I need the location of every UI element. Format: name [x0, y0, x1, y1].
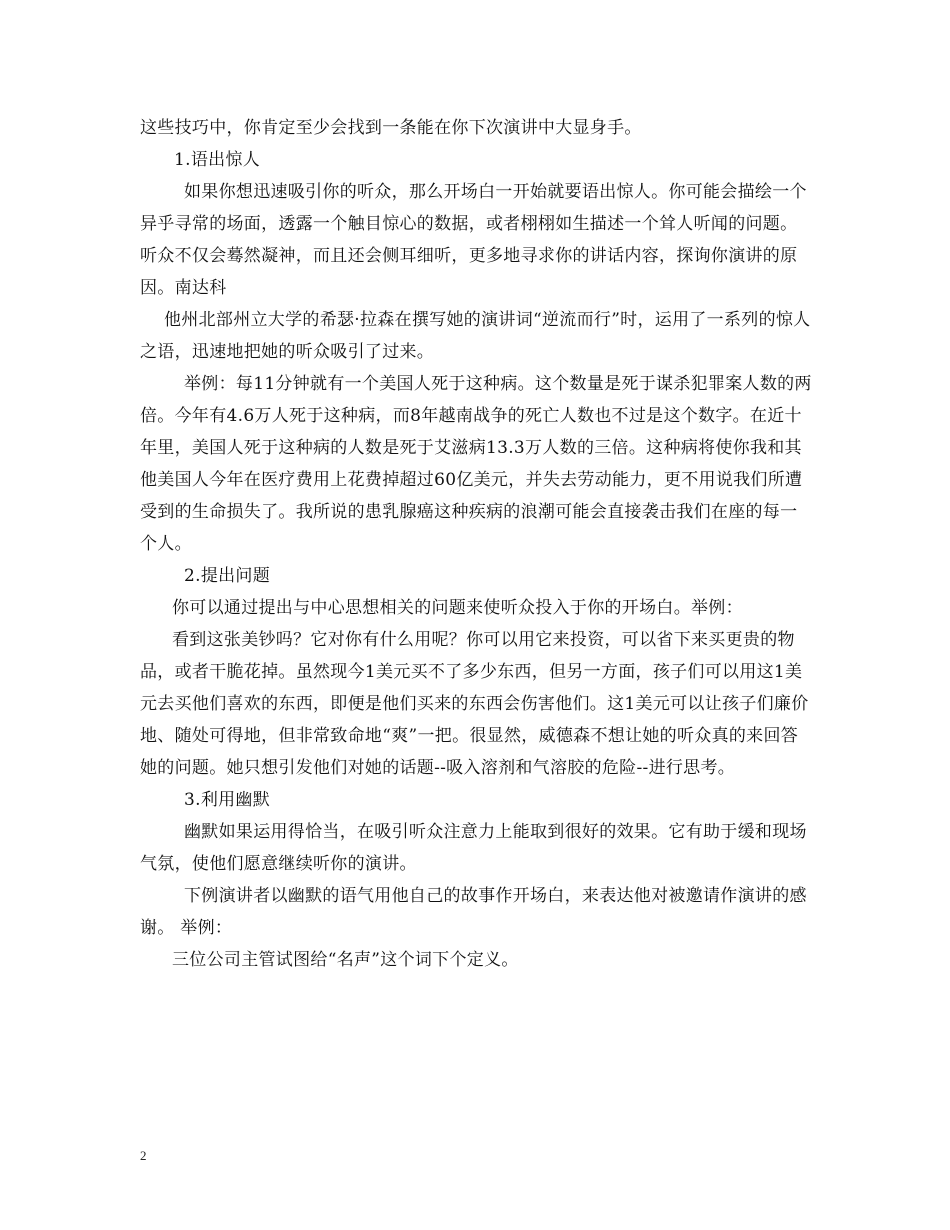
heading-ask-questions: 2.提出问题	[184, 566, 271, 586]
paragraph-humor-example-intro: 下例演讲者以幽默的语气用他自己的故事作开场白，来表达他对被邀请作演讲的感谢。 举例：	[140, 886, 807, 938]
paragraph-use-humor: 幽默如果运用得恰当，在吸引听众注意力上能取到很好的效果。它有助于缓和现场气氛，使他们愿意继续听你的演讲。	[140, 822, 807, 874]
paragraph-fame-definition: 三位公司主管试图给“名声”这个词下个定义。	[172, 950, 519, 970]
document-body	[140, 112, 812, 976]
paragraph-disease-example: 举例：每11分钟就有一个美国人死于这种病。这个数量是死于谋杀犯罪案人数的两倍。今年有4.6万人死于这种病，而8年越南战争的死亡人数也不过是这个数字。在近十年里，美国人死于这种病的人数是死于艾滋病13.3万人数的三倍。这种病将使你我和其他美国人今年在医疗费用上花费掉超过60亿美元，并失去劳动能力，更不用说我们所遭受到的生命损失了。我所说的患乳腺癌这种疾病的浪潮可能会直接袭击我们在座的每一个人。	[140, 374, 812, 554]
heading-surprising-words: 1.语出惊人	[174, 150, 261, 170]
paragraph-surprising-words: 如果你想迅速吸引你的听众，那么开场白一开始就要语出惊人。你可能会描绘一个异乎寻常的场面，透露一个触目惊心的数据，或者栩栩如生描述一个耸人听闻的问题。听众不仅会蓦然凝神，而且还会侧耳细听，更多地寻求你的讲话内容，探询你演讲的原因。南达科	[140, 182, 807, 298]
paragraph-dollar-example: 看到这张美钞吗？它对你有什么用呢？你可以用它来投资，可以省下来买更贵的物品，或者干脆花掉。虽然现今1美元买不了多少东西，但另一方面，孩子们可以用这1美元去买他们喜欢的东西，即便是他们买来的东西会伤害他们。这1美元可以让孩子们廉价地、随处可得地，但非常致命地“爽”一把。很显然，威德森不想让她的听众真的来回答她的问题。她只想引发他们对她的话题--吸入溶剂和气溶胶的危险--进行思考。	[140, 630, 809, 778]
paragraph-larson-example: 他州北部州立大学的希瑟·拉森在撰写她的演讲词“逆流而行”时，运用了一系列的惊人之语，迅速地把她的听众吸引了过来。	[140, 310, 811, 362]
heading-use-humor: 3.利用幽默	[184, 790, 271, 810]
page-number: 2	[140, 1148, 147, 1163]
paragraph-intro-continuation: 这些技巧中，你肯定至少会找到一条能在你下次演讲中大显身手。	[140, 118, 642, 138]
paragraph-ask-questions: 你可以通过提出与中心思想相关的问题来使听众投入于你的开场白。举例：	[172, 598, 743, 618]
